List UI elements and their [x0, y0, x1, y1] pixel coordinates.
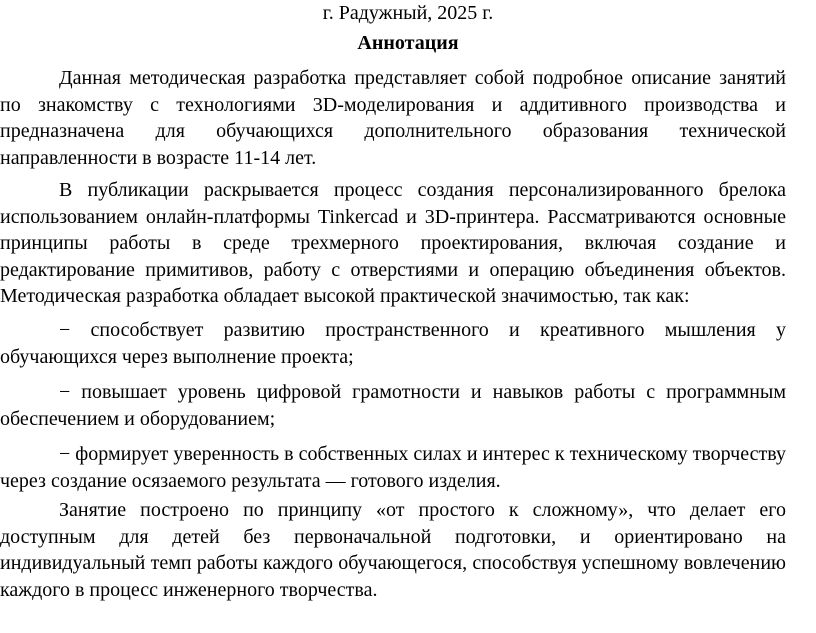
paragraph-publication: В публикации раскрывается процесс создания персонализированного брелока использованием онлайн-платформы Tinkercad и 3D-принтера. Рассматриваются основные принципы работы в среде трехмерного проектирования, включая создание и редактирование примитивов, работу с отверстиями и операцию объединения объектов. Методическая разработка обладает высокой практической значимостью, так как:: [0, 179, 786, 308]
bullet-item-confidence: − формирует уверенность в собственных силах и интерес к техническому творчеству через создание осязаемого результата — готового изделия.: [0, 443, 786, 492]
paragraph-lesson-structure: Занятие построено по принципу «от простого к сложному», что делает его доступным для детей без первоначальной подготовки, и ориентировано на индивидуальный темп работы каждого обучающегося, способствуя успешному вовлечению каждого в процесс инженерного творчества.: [0, 499, 786, 601]
city-year-line: г. Радужный, 2025 г.: [322, 2, 494, 24]
paragraph-intro: Данная методическая разработка представляет собой подробное описание занятий по знакомству с технологиями 3D-моделирования и аддитивного производства и предназначена для обучающихся дополнительного образования технической направленности в возрасте 11-14 лет.: [0, 67, 786, 169]
bullet-item-thinking: − способствует развитию пространственного и креативного мышления у обучающихся через выполнение проекта;: [0, 319, 786, 368]
bullet-item-digital-literacy: − повышает уровень цифровой грамотности и навыков работы с программным обеспечением и оборудованием;: [0, 381, 786, 430]
annotation-title: Аннотация: [357, 32, 459, 54]
